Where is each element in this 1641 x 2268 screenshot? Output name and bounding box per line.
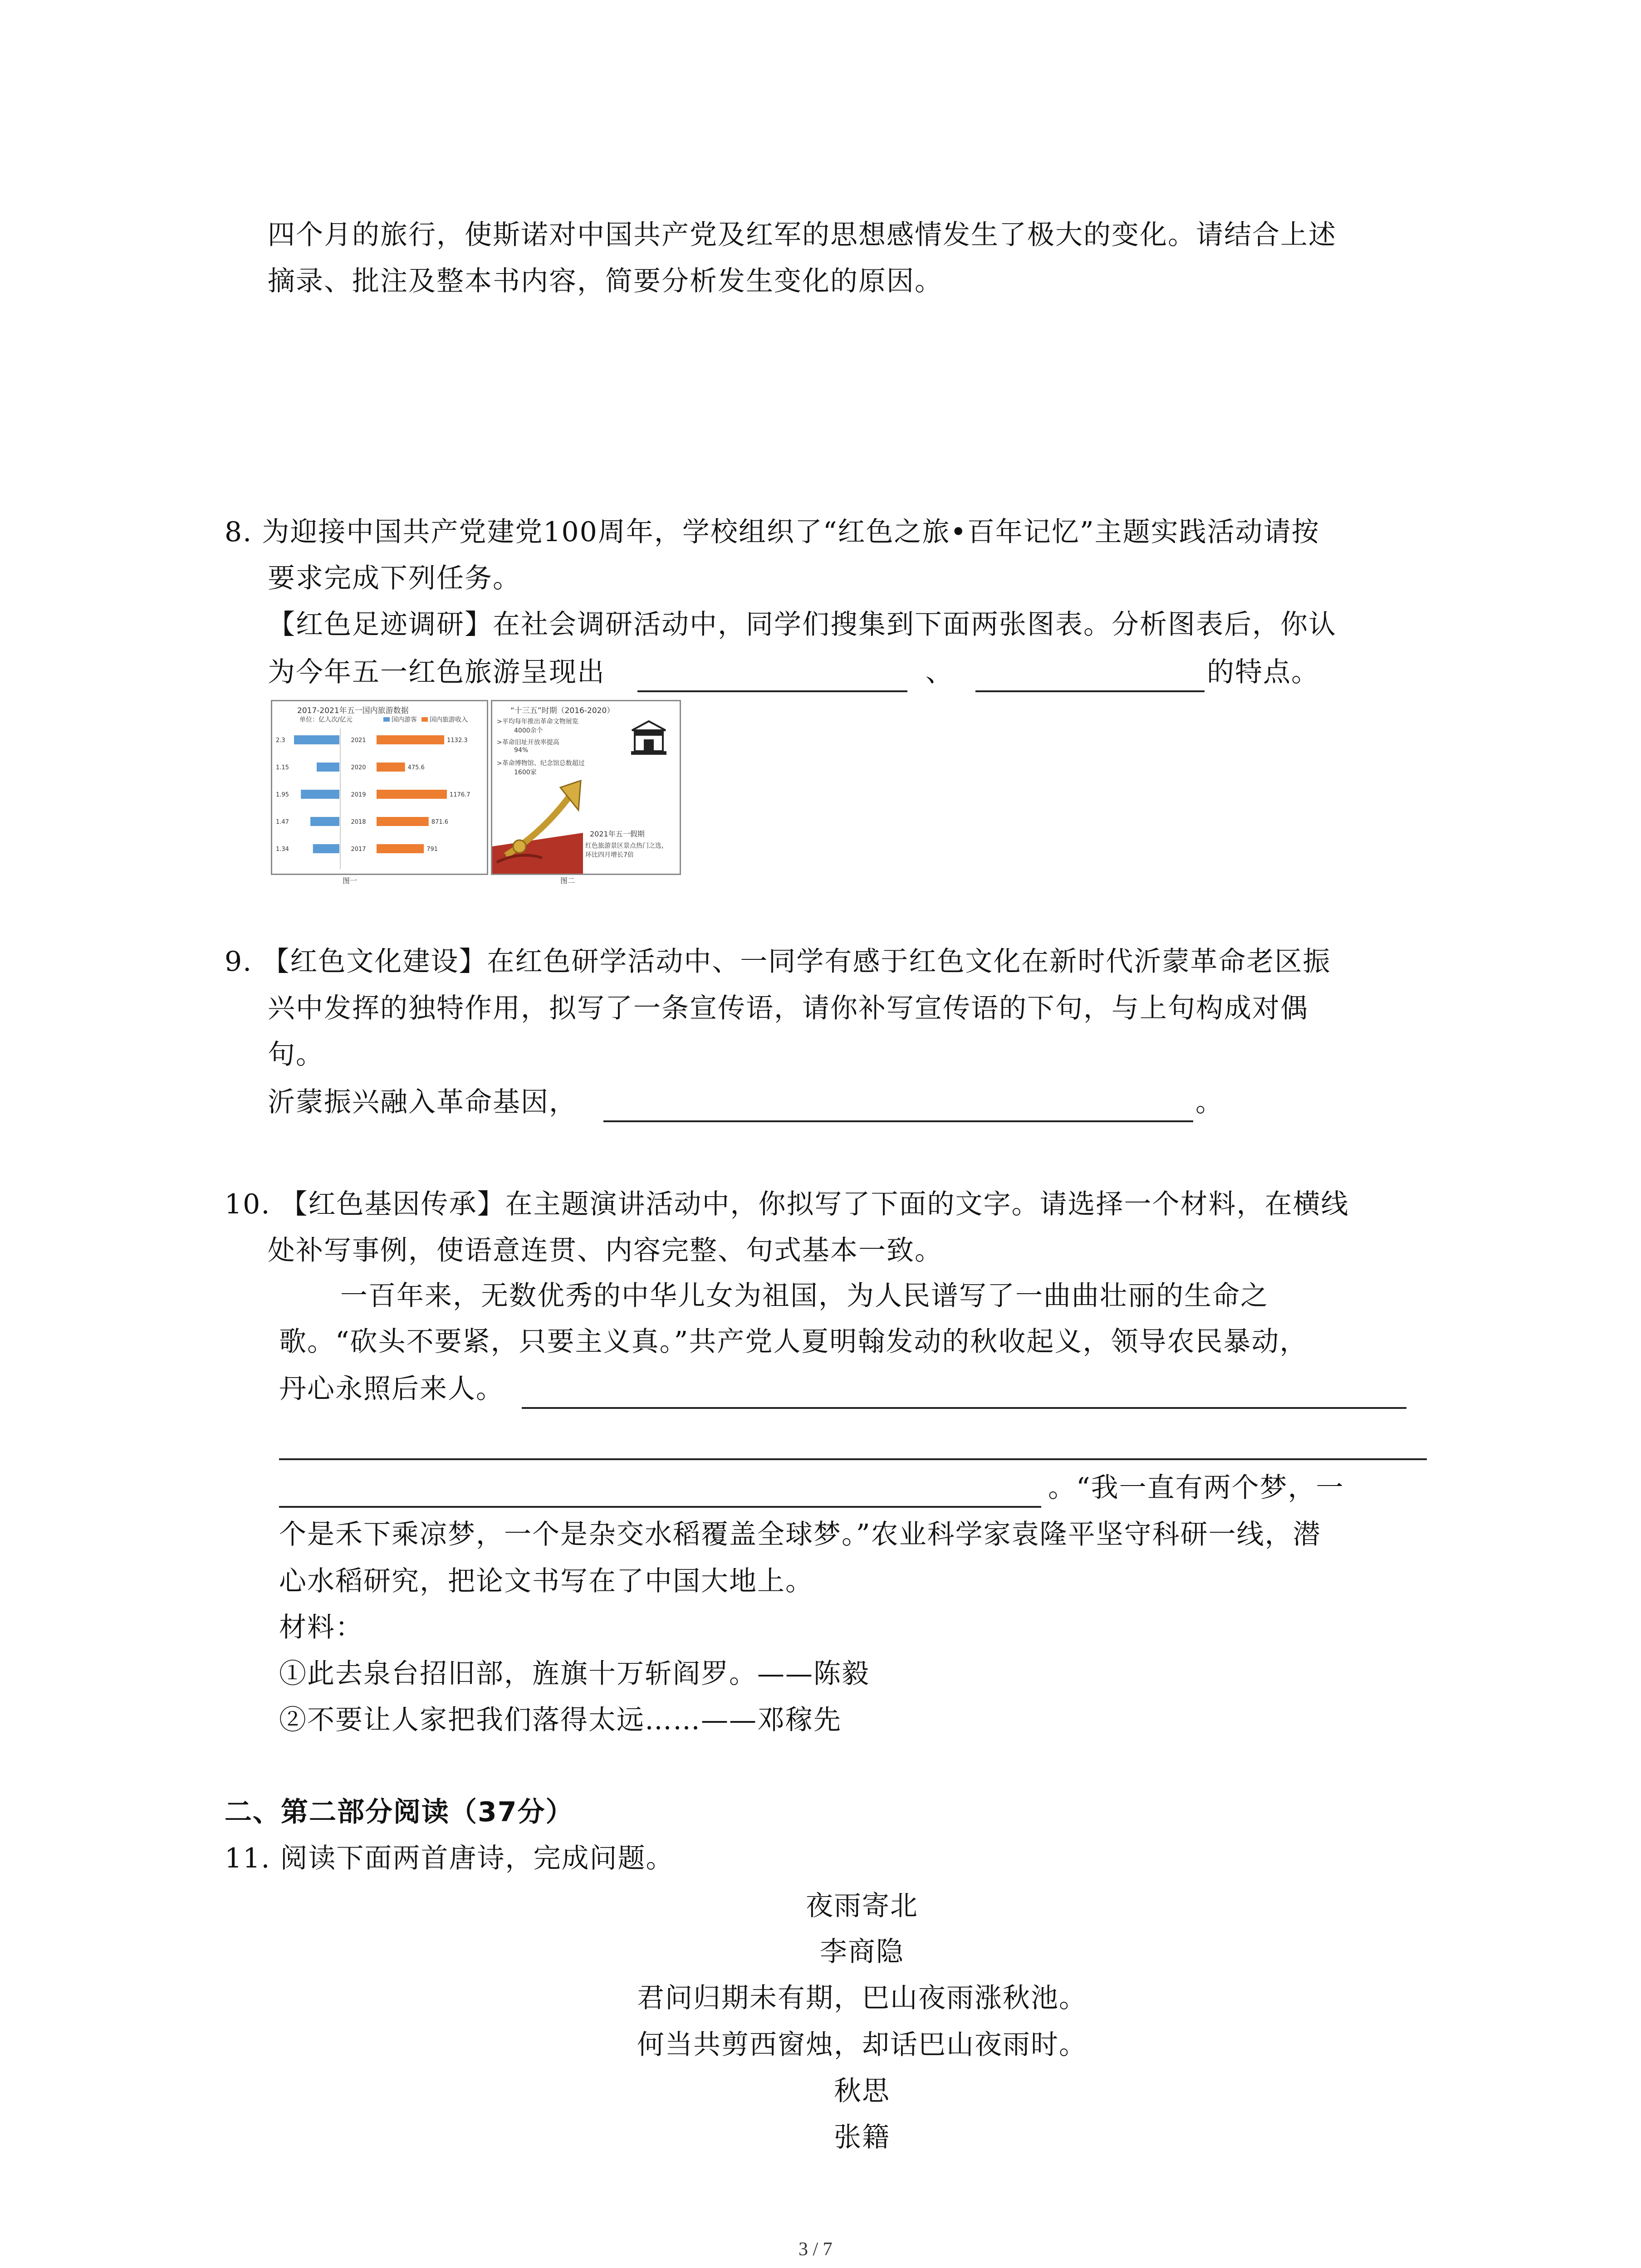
figure-2-value-1: 4000余个 — [514, 727, 543, 734]
q10-answer-blank-2[interactable] — [279, 1458, 1427, 1460]
q8-tail: 的特点。 — [1207, 656, 1319, 688]
q10-answer-blank-1[interactable] — [522, 1407, 1406, 1409]
visitors-bar — [310, 817, 339, 826]
poem-2-author: 张籍 — [834, 2121, 890, 2153]
q8-answer-blank-2[interactable] — [975, 690, 1205, 692]
q11-intro: 11. 阅读下面两首唐诗，完成问题。 — [225, 1843, 674, 1874]
q8-line-2: 要求完成下列任务。 — [268, 562, 521, 594]
year-label: 2021 — [351, 737, 366, 744]
q8-line-1: 8. 为迎接中国共产党建党100周年，学校组织了“红色之旅•百年记忆”主题实践活动请按 — [225, 516, 1320, 548]
revenue-bar — [377, 790, 447, 799]
q7-line-1: 四个月的旅行，使斯诺对中国共产党及红军的思想感情发生了极大的变化。请结合上述 — [268, 219, 1337, 251]
figure-2-note-title: 2021年五一假期 — [590, 830, 645, 838]
revenue-bar — [377, 844, 424, 853]
q9-line-1: 9. 【红色文化建设】在红色研学活动中、一同学有感于红色文化在新时代沂蒙革命老区振 — [225, 946, 1331, 978]
visitors-value-label: 1.15 — [276, 764, 289, 771]
visitors-bar — [313, 844, 339, 853]
q8-line-3: 【红色足迹调研】在社会调研活动中，同学们搜集到下面两张图表。分析图表后，你认 — [268, 609, 1337, 640]
legend-label-revenue: 国内旅游收入 — [430, 716, 468, 723]
visitors-value-label: 2.3 — [276, 737, 285, 744]
revenue-bar — [377, 735, 444, 744]
poem-1-line-1: 君问归期未有期，巴山夜雨涨秋池。 — [637, 1982, 1087, 2014]
q10-materials-label: 材料： — [279, 1612, 363, 1643]
q10-line-4: 歌。“砍头不要紧，只要主义真。”共产党人夏明翰发动的秋收起义，领导农民暴动， — [279, 1326, 1308, 1358]
revenue-value-label: 791 — [426, 846, 438, 853]
figure-2-caption: 图二 — [560, 876, 575, 885]
visitors-value-label: 1.47 — [276, 819, 289, 826]
q10-line-5: 丹心永照后来人。 — [279, 1373, 504, 1405]
q9-answer-blank[interactable] — [603, 1120, 1193, 1122]
section-2-heading: 二、第二部分阅读（37分） — [225, 1796, 574, 1828]
q10-answer-blank-3[interactable] — [279, 1506, 1041, 1508]
figure-1-title: 2017-2021年五一国内旅游数据 — [297, 706, 409, 715]
figure-1-unit: 单位：亿人次/亿元 — [299, 716, 353, 723]
revenue-bar — [377, 817, 429, 826]
figure-2-item-3: >革命博物馆、纪念馆总数超过 — [497, 760, 585, 767]
revenue-value-label: 475.6 — [407, 764, 425, 771]
q8-separator: 、 — [926, 656, 954, 688]
visitors-bar — [317, 763, 339, 772]
poem-1-line-2: 何当共剪西窗烛，却话巴山夜雨时。 — [637, 2029, 1087, 2061]
poem-1-title: 夜雨寄北 — [806, 1890, 918, 1922]
q10-material-2: ②不要让人家把我们落得太远……——邓稼先 — [279, 1704, 842, 1736]
poem-1-author: 李商隐 — [820, 1936, 904, 1968]
figure-1-chart — [271, 700, 488, 875]
q10-after-blank: 。“我一直有两个梦，一 — [1048, 1472, 1344, 1504]
q10-line-2: 处补写事例，使语意连贯、内容完整、句式基本一致。 — [268, 1235, 943, 1266]
figure-2-note-line-1: 红色旅游景区景点热门之选， — [585, 842, 668, 850]
revenue-value-label: 871.6 — [431, 819, 449, 826]
q9-prompt: 沂蒙振兴融入革命基因， — [268, 1086, 577, 1118]
q10-line-6: 个是禾下乘凉梦，一个是杂交水稻覆盖全球梦。”农业科学家袁隆平坚守科研一线，潜 — [279, 1519, 1321, 1550]
q10-line-7: 心水稻研究，把论文书写在了中国大地上。 — [279, 1565, 813, 1597]
year-label: 2018 — [351, 819, 366, 826]
q9-end: 。 — [1195, 1086, 1224, 1118]
q8-line-4: 为今年五一红色旅游呈现出 — [268, 656, 605, 688]
visitors-bar — [294, 735, 339, 744]
q10-line-1: 10. 【红色基因传承】在主题演讲活动中，你拟写了下面的文字。请选择一个材料，在横线 — [225, 1188, 1349, 1220]
year-label: 2020 — [351, 764, 366, 771]
year-label: 2017 — [351, 846, 366, 853]
year-label: 2019 — [351, 792, 366, 798]
figure-2-infographic — [491, 700, 681, 875]
visitors-value-label: 1.95 — [276, 792, 289, 798]
page-number: 3 / 7 — [798, 2239, 833, 2260]
figure-2-value-2: 94% — [514, 747, 529, 754]
figure-2-note-line-2: 环比四月增长7倍 — [585, 851, 634, 859]
legend-label-visitors: 国内游客 — [392, 716, 417, 723]
figure-1-caption: 图一 — [343, 876, 358, 885]
q9-line-2: 兴中发挥的独特作用，拟写了一条宣传语，请你补写宣传语的下句，与上句构成对偶 — [268, 992, 1308, 1024]
bugle-photo-icon — [492, 778, 583, 874]
q7-line-2: 摘录、批注及整本书内容，简要分析发生变化的原因。 — [268, 265, 943, 297]
visitors-bar — [301, 790, 339, 799]
figure-2-item-2: >革命旧址开放率提高 — [497, 739, 559, 746]
q10-material-1: ①此去泉台招旧部，旌旗十万斩阎罗。——陈毅 — [279, 1658, 870, 1690]
figure-2-period: “十三五”时期（2016-2020） — [510, 706, 615, 715]
visitors-value-label: 1.34 — [276, 846, 289, 853]
revenue-value-label: 1132.3 — [447, 737, 468, 744]
revenue-value-label: 1176.7 — [450, 792, 470, 798]
q9-line-3: 句。 — [268, 1039, 324, 1070]
museum-building-icon — [628, 719, 669, 757]
revenue-bar — [377, 763, 405, 772]
figure-2-value-3: 1600家 — [514, 769, 537, 776]
figure-1-bars — [272, 701, 487, 874]
poem-2-title: 秋思 — [834, 2075, 890, 2107]
q8-answer-blank-1[interactable] — [637, 690, 907, 692]
figure-2-item-1: >平均每年推出革命文物展览 — [497, 718, 578, 725]
q10-line-3: 一百年来，无数优秀的中华儿女为祖国，为人民谱写了一曲曲壮丽的生命之 — [340, 1280, 1269, 1312]
